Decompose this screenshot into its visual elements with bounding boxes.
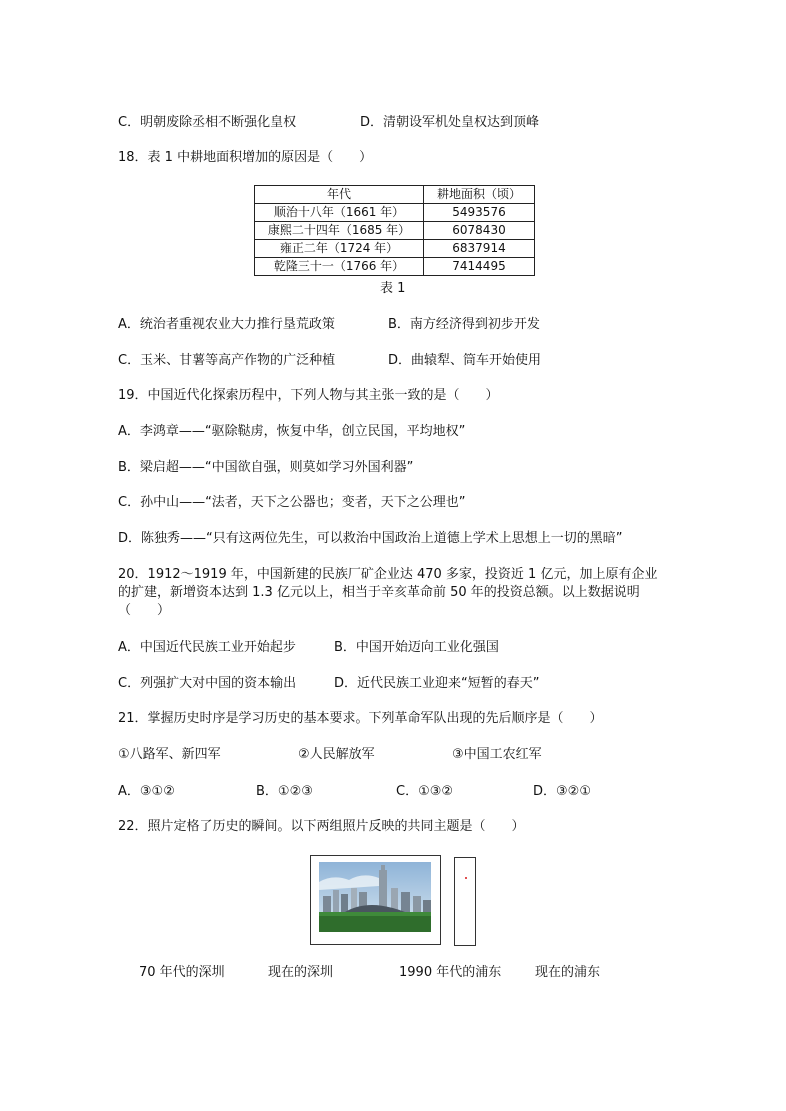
q21-item-3: ③中国工农红军 [452, 747, 542, 762]
q20-option-a: A．中国近代民族工业开始起步 [118, 640, 296, 655]
q20-option-d: D．近代民族工业迎来“短暂的春天” [334, 676, 540, 691]
q20-option-c: C．列强扩大对中国的资本输出 [118, 676, 297, 691]
q20-stem-line-3: （ ） [118, 603, 171, 618]
caption-pudong-1990s: 1990 年代的浦东 [399, 965, 502, 980]
q19-option-a: A．李鸿章——“驱除鞑虏，恢复中华，创立民国，平均地权” [118, 424, 466, 439]
q20-stem-line-2: 的扩建，新增资本达到 1.3 亿元以上，相当于辛亥革命前 50 年的投资总额。以上数据说明 [118, 585, 640, 600]
table-cell-era: 康熙二十四年（1685 年） [255, 222, 424, 240]
q19-stem: 19．中国近代化探索历程中，下列人物与其主张一致的是（ ） [118, 388, 499, 403]
q19-option-c: C．孙中山——“法者，天下之公器也；变者，天下之公理也” [118, 495, 466, 510]
q17-option-c: C．明朝废除丞相不断强化皇权 [118, 115, 297, 130]
q20-option-b: B．中国开始迈向工业化强国 [334, 640, 499, 655]
table-cell-era: 顺治十八年（1661 年） [255, 204, 424, 222]
table-cell-area: 6837914 [424, 240, 535, 258]
q21-item-2: ②人民解放军 [298, 747, 375, 762]
shenzhen-skyline-photo [319, 862, 431, 932]
photo-frame-blank [454, 857, 476, 946]
q19-option-b: B．梁启超——“中国欲自强，则莫如学习外国利器” [118, 460, 414, 475]
q18-stem: 18．表 1 中耕地面积增加的原因是（ ） [118, 150, 373, 165]
q17-option-d: D．清朝设军机处皇权达到顶峰 [360, 115, 540, 130]
q21-option-b: B．①②③ [256, 784, 313, 799]
table-header-row [255, 186, 535, 204]
q21-option-a: A．③①② [118, 784, 175, 799]
caption-pudong-now: 现在的浦东 [535, 965, 601, 980]
q21-option-c: C．①③② [396, 784, 454, 799]
q19-option-d: D．陈独秀——“只有这两位先生，可以救治中国政治上道德上学术上思想上一切的黑暗” [118, 531, 623, 546]
table-caption: 表 1 [380, 281, 406, 296]
q20-stem-line-1: 20．1912～1919 年，中国新建的民族厂矿企业达 470 多家，投资近 1 亿元，加上原有企业 [118, 567, 658, 582]
q18-option-c: C．玉米、甘薯等高产作物的广泛种植 [118, 353, 336, 368]
table-cell-area: 6078430 [424, 222, 535, 240]
q21-option-d: D．③②① [533, 784, 591, 799]
table-row [255, 222, 535, 240]
q18-option-d: D．曲辕犁、筒车开始使用 [388, 353, 542, 368]
q21-stem: 21．掌握历史时序是学习历史的基本要求。下列革命军队出现的先后顺序是（ ） [118, 711, 603, 726]
table-header-area: 耕地面积（顷） [424, 186, 535, 204]
table-header-era: 年代 [255, 186, 424, 204]
q22-stem: 22．照片定格了历史的瞬间。以下两组照片反映的共同主题是（ ） [118, 819, 525, 834]
caption-shenzhen-70s: 70 年代的深圳 [139, 965, 225, 980]
table-cell-area: 7414495 [424, 258, 535, 276]
red-dot-mark [465, 877, 467, 879]
q18-option-b: B．南方经济得到初步开发 [388, 317, 540, 332]
q18-option-a: A．统治者重视农业大力推行垦荒政策 [118, 317, 335, 332]
table-row [255, 240, 535, 258]
q21-item-1: ①八路军、新四军 [118, 747, 221, 762]
caption-shenzhen-now: 现在的深圳 [268, 965, 334, 980]
table-cell-era: 乾隆三十一（1766 年） [255, 258, 424, 276]
table-cell-area: 5493576 [424, 204, 535, 222]
table-row [255, 258, 535, 276]
q18-table [254, 185, 535, 276]
table-cell-era: 雍正二年（1724 年） [255, 240, 424, 258]
table-row [255, 204, 535, 222]
